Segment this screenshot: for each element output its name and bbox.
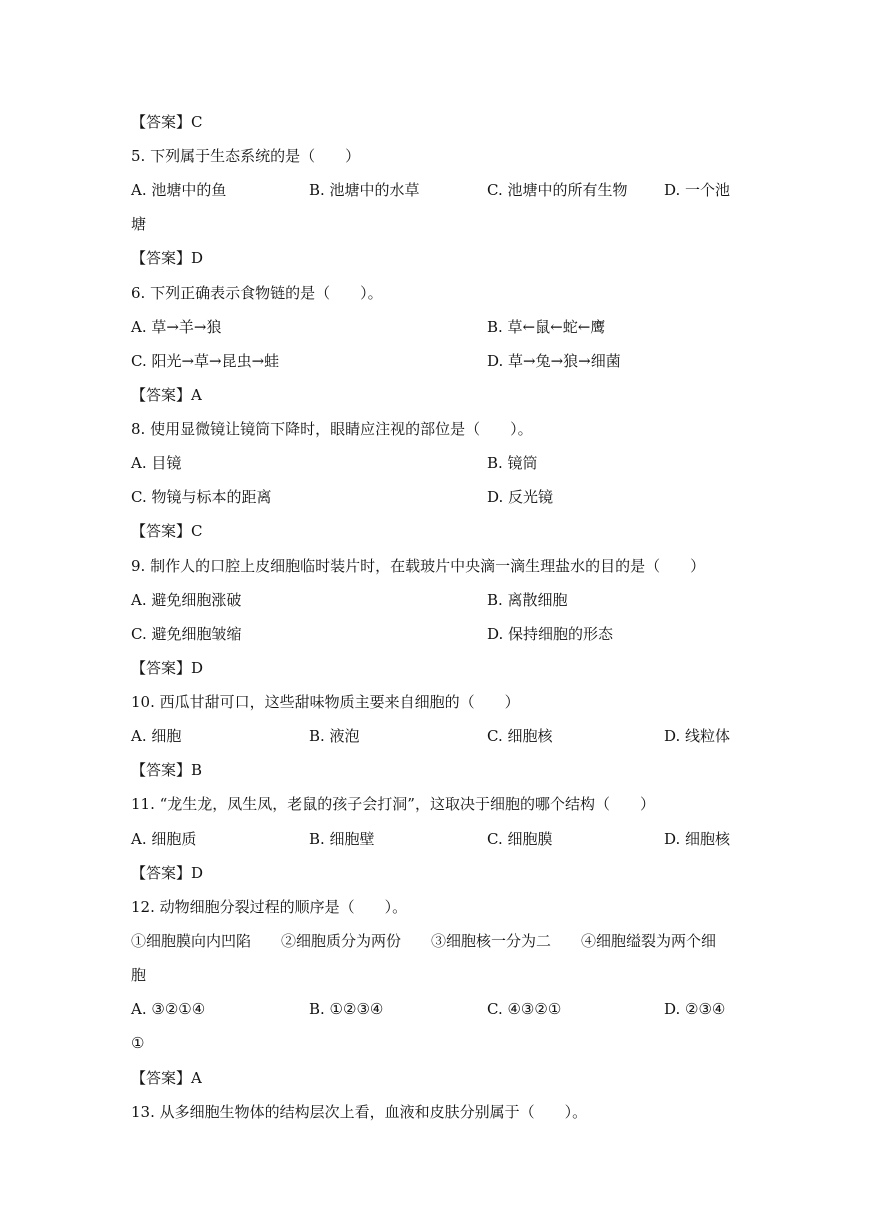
question-12-option-b: B. ①②③④	[309, 1000, 384, 1018]
question-8-stem: 8. 使用显微镜让镜筒下降时，眼睛应注视的部位是（ ）。	[131, 420, 533, 438]
question-8-option-d: D. 反光镜	[487, 488, 554, 506]
question-12-items: ①细胞膜向内凹陷 ②细胞质分为两份 ③细胞核一分为二 ④细胞缢裂为两个细	[131, 932, 717, 950]
question-9-option-c: C. 避免细胞皱缩	[131, 625, 242, 643]
question-9-option-d: D. 保持细胞的形态	[487, 625, 614, 643]
question-5-stem: 5. 下列属于生态系统的是（ ）	[131, 147, 361, 165]
question-11-option-d: D. 细胞核	[664, 830, 731, 848]
answer-12: 【答案】A	[131, 1069, 202, 1087]
answer-5: 【答案】D	[131, 249, 204, 267]
answer-8: 【答案】C	[131, 522, 203, 540]
question-12-option-c: C. ④③②①	[487, 1000, 562, 1018]
question-6-option-a: A. 草→羊→狼	[131, 318, 222, 336]
question-10-option-d: D. 线粒体	[664, 727, 731, 745]
question-12-option-a: A. ③②①④	[131, 1000, 206, 1018]
question-12-option-d: D. ②③④	[664, 1000, 726, 1018]
question-12-option-d-wrap: ①	[131, 1034, 145, 1052]
question-8-option-a: A. 目镜	[131, 454, 182, 472]
question-5-option-a: A. 池塘中的鱼	[131, 181, 227, 199]
question-5-option-c: C. 池塘中的所有生物	[487, 181, 628, 199]
question-11-stem: 11. “龙生龙，凤生凤，老鼠的孩子会打洞”，这取决于细胞的哪个结构（ ）	[131, 795, 655, 813]
question-13-stem: 13. 从多细胞生物体的结构层次上看，血液和皮肤分别属于（ ）。	[131, 1103, 588, 1121]
question-8-option-c: C. 物镜与标本的距离	[131, 488, 272, 506]
question-11-option-b: B. 细胞壁	[309, 830, 375, 848]
question-5-option-b: B. 池塘中的水草	[309, 181, 420, 199]
question-11-option-c: C. 细胞膜	[487, 830, 553, 848]
question-11-option-a: A. 细胞质	[131, 830, 197, 848]
question-5-option-d: D. 一个池	[664, 181, 731, 199]
question-10-option-a: A. 细胞	[131, 727, 182, 745]
question-6-option-c: C. 阳光→草→昆虫→蛙	[131, 352, 280, 370]
question-6-stem: 6. 下列正确表示食物链的是（ ）。	[131, 284, 383, 302]
question-6-option-d: D. 草→兔→狼→细菌	[487, 352, 621, 370]
answer-9: 【答案】D	[131, 659, 204, 677]
question-9-stem: 9. 制作人的口腔上皮细胞临时装片时，在载玻片中央滴一滴生理盐水的目的是（ ）	[131, 557, 706, 575]
question-6-option-b: B. 草←鼠←蛇←鹰	[487, 318, 606, 336]
question-12-items-wrap: 胞	[131, 966, 147, 984]
answer-4: 【答案】C	[131, 113, 203, 131]
question-8-option-b: B. 镜筒	[487, 454, 538, 472]
question-5-option-d-wrap: 塘	[131, 215, 147, 233]
answer-6: 【答案】A	[131, 386, 202, 404]
question-12-stem: 12. 动物细胞分裂过程的顺序是（ ）。	[131, 898, 408, 916]
question-10-option-c: C. 细胞核	[487, 727, 553, 745]
question-10-stem: 10. 西瓜甘甜可口，这些甜味物质主要来自细胞的（ ）	[131, 693, 520, 711]
answer-11: 【答案】D	[131, 864, 204, 882]
answer-10: 【答案】B	[131, 761, 203, 779]
question-9-option-b: B. 离散细胞	[487, 591, 568, 609]
question-10-option-b: B. 液泡	[309, 727, 360, 745]
question-9-option-a: A. 避免细胞涨破	[131, 591, 242, 609]
